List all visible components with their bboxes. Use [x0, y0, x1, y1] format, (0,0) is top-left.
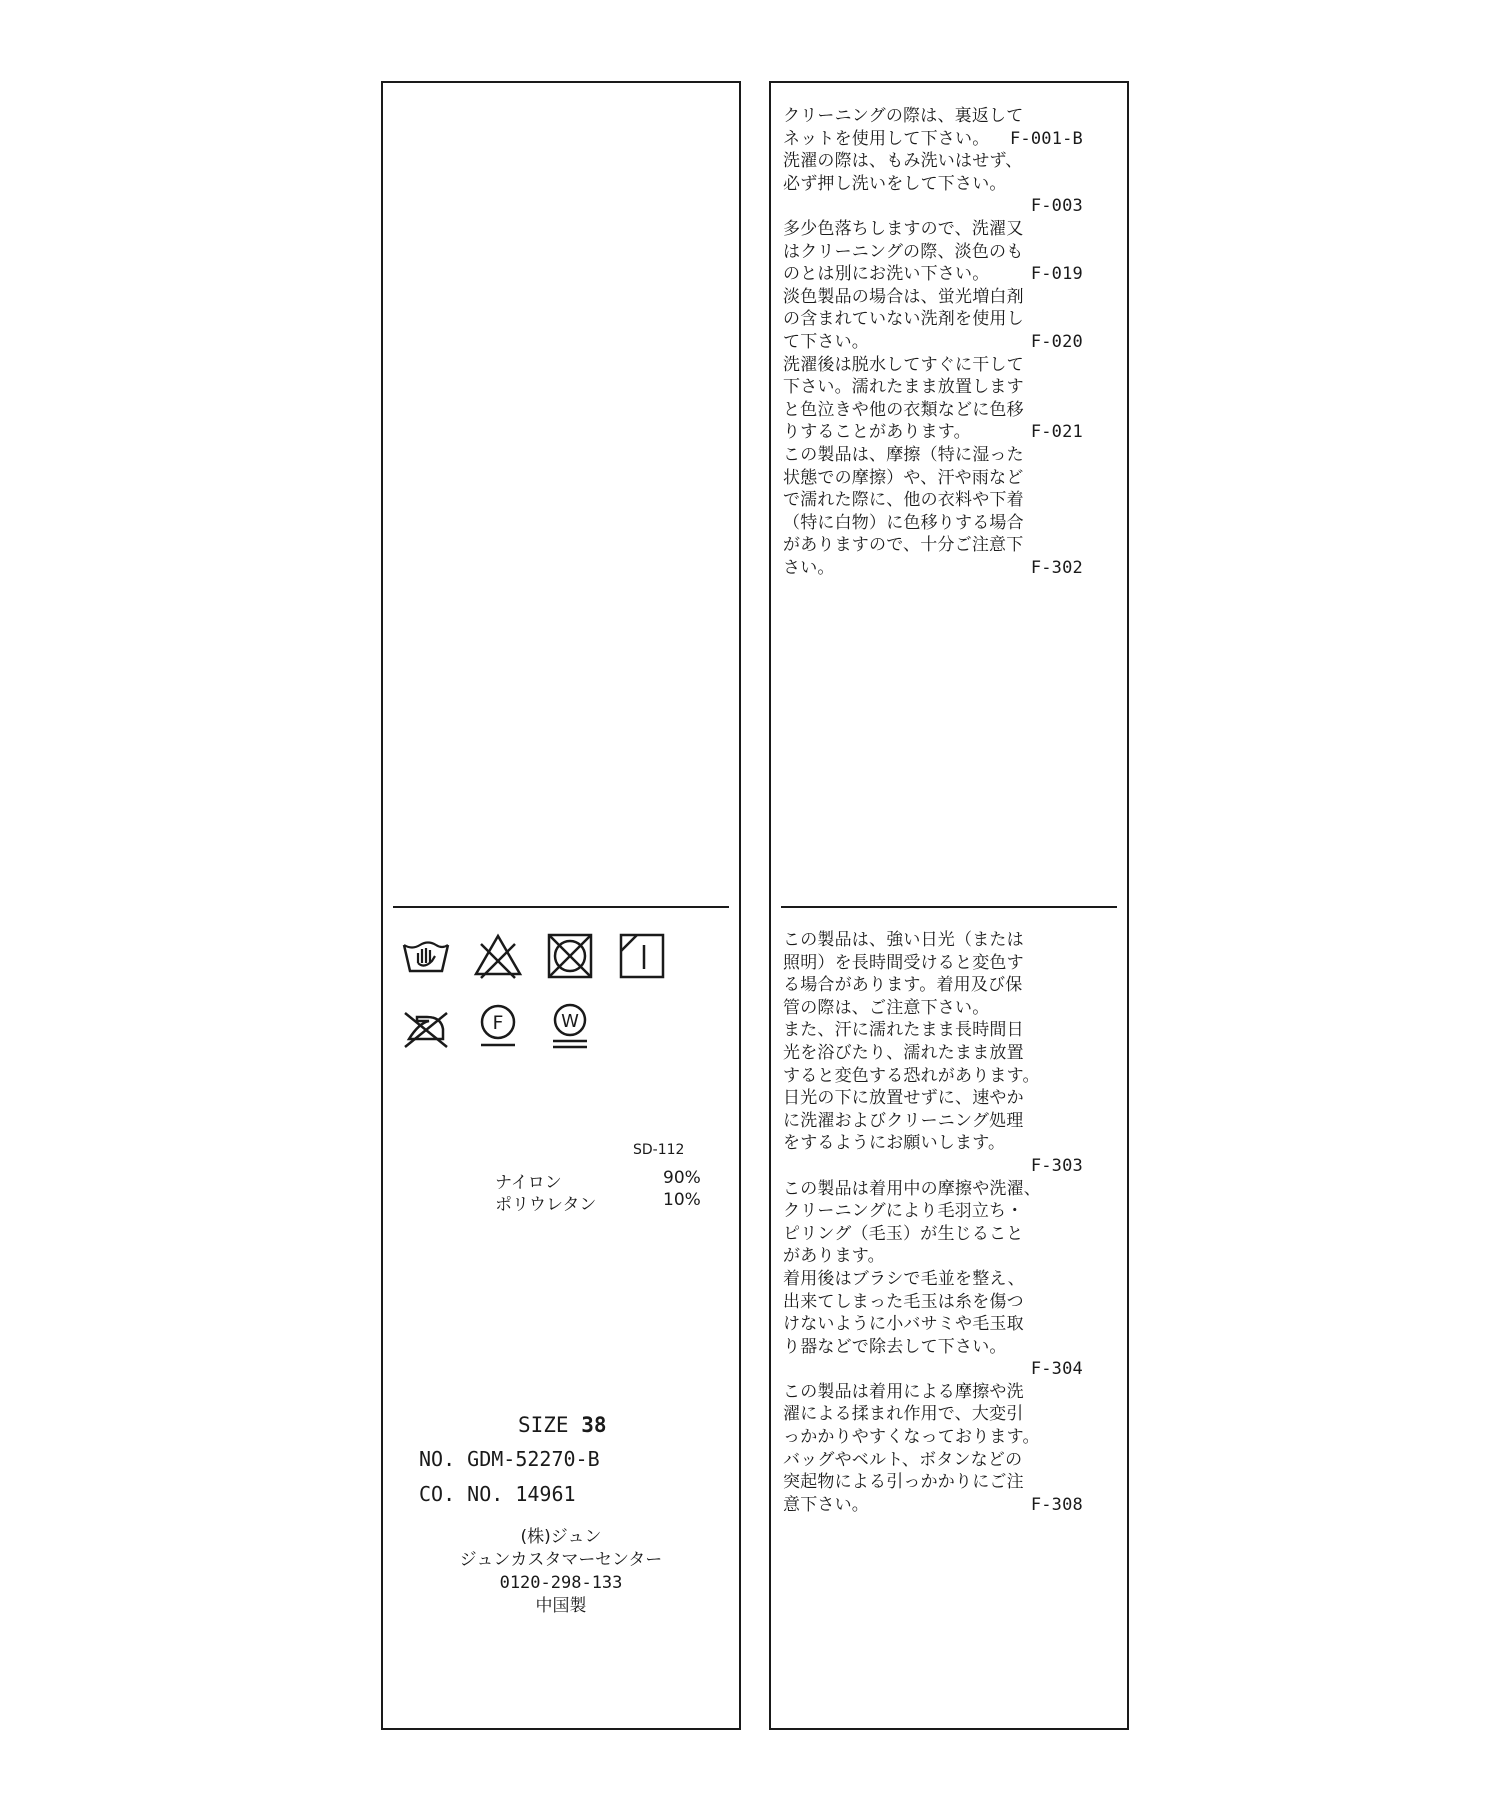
- care-line: をするようにお願いします。: [783, 1133, 1006, 1154]
- care-code: F-020: [1030, 331, 1083, 352]
- fiber-percent: 90%: [663, 1168, 701, 1188]
- care-line: この製品は、摩擦（特に湿った: [783, 444, 1024, 465]
- country-of-origin: 中国製: [535, 1596, 587, 1616]
- care-line: この製品は着用による摩擦や洗: [783, 1381, 1024, 1402]
- care-code: F-019: [1030, 264, 1083, 285]
- phone-number: 0120-298-133: [499, 1573, 623, 1593]
- care-line: 洗濯の際は、もみ洗いはせず、: [783, 151, 1023, 172]
- care-code: F-304: [1030, 1359, 1083, 1380]
- care-line: 淡色製品の場合は、蛍光増白剤: [783, 286, 1024, 307]
- care-line: で濡れた際に、他の衣料や下着: [783, 490, 1024, 511]
- care-line: があります。: [783, 1246, 885, 1267]
- care-line: この製品は、強い日光（または: [783, 930, 1024, 950]
- co-number: CO. NO. 14961: [419, 1482, 576, 1506]
- wet-clean-letter: W: [561, 1011, 579, 1032]
- care-line: 下さい。濡れたまま放置します: [783, 377, 1024, 398]
- care-line: ネットを使用して下さい。 F-001-B: [783, 128, 1083, 149]
- care-line: ピリング（毛玉）が生じること: [783, 1223, 1024, 1244]
- line-dry-shade-icon: [617, 931, 667, 981]
- care-line: て下さい。 F-020: [783, 331, 1083, 352]
- label-panel-right: [769, 81, 1129, 1730]
- care-line: に洗濯およびクリーニング処理: [783, 1110, 1024, 1131]
- no-bleach-icon: [473, 931, 523, 981]
- care-line: 状態での摩擦）や、汗や雨など: [783, 467, 1024, 488]
- customer-center: ジュンカスタマーセンター: [459, 1550, 663, 1570]
- care-line: 日光の下に放置せずに、速やか: [783, 1088, 1024, 1109]
- care-code: F-303: [1030, 1155, 1083, 1176]
- care-line: この製品は着用中の摩擦や洗濯、: [783, 1178, 1041, 1199]
- care-line: また、汗に濡れたまま長時間日: [783, 1020, 1024, 1041]
- hand-wash-icon: [401, 931, 451, 981]
- care-code: F-021: [1030, 422, 1083, 443]
- panel-divider: [393, 906, 729, 908]
- care-line: すると変色する恐れがあります。: [783, 1065, 1040, 1086]
- sd-code: SD-112: [633, 1142, 685, 1158]
- care-line: 管の際は、ご注意下さい。: [783, 997, 990, 1018]
- care-line: 意下さい。 F-308: [783, 1494, 1083, 1515]
- care-line: 濯による揉まれ作用で、大変引: [783, 1404, 1024, 1425]
- size-value: 38: [581, 1413, 607, 1437]
- care-line: がありますので、十分ご注意下: [783, 535, 1024, 556]
- care-code: F-308: [1030, 1494, 1083, 1515]
- care-line: さい。 F-302: [783, 557, 1083, 578]
- care-line: と色泣きや他の衣類などに色移: [783, 399, 1024, 420]
- care-symbols-row-2: [401, 1001, 595, 1051]
- care-line: 出来てしまった毛玉は糸を傷つ: [783, 1291, 1024, 1312]
- care-line: バッグやベルト、ボタンなどの: [783, 1449, 1023, 1470]
- company-info: [383, 1526, 739, 1618]
- care-line: っかかりやすくなっております。: [783, 1427, 1040, 1448]
- wet-clean-w-icon: [545, 1001, 595, 1051]
- care-line: 光を浴びたり、濡れたまま放置: [783, 1042, 1024, 1063]
- care-line: 洗濯後は脱水してすぐに干して: [783, 354, 1024, 375]
- style-number: NO. GDM-52270-B: [419, 1447, 600, 1471]
- care-instructions-top: [783, 105, 1083, 579]
- care-line: クリーニングの際は、裏返して: [783, 106, 1024, 126]
- care-instructions-bottom: [783, 929, 1083, 1516]
- company-name: (株)ジュン: [520, 1527, 602, 1547]
- care-line: 必ず押し洗いをして下さい。: [783, 173, 1007, 194]
- care-line: （特に白物）に色移りする場合: [783, 512, 1024, 533]
- care-line: る場合があります。着用及び保: [783, 975, 1023, 996]
- care-code: F-003: [1030, 196, 1083, 217]
- no-iron-icon: [401, 1001, 451, 1051]
- care-line: 照明）を長時間受けると変色す: [783, 952, 1024, 973]
- panel-divider: [781, 906, 1117, 908]
- dry-clean-letter: F: [492, 1012, 504, 1034]
- care-symbols-row-1: [401, 931, 667, 981]
- fiber-name: ポリウレタン: [495, 1195, 597, 1215]
- care-line: り器などで除去して下さい。: [783, 1336, 1007, 1357]
- care-line: クリーニングにより毛羽立ち・: [783, 1201, 1024, 1222]
- size-line: [518, 1413, 607, 1437]
- dry-clean-f-icon: [473, 1001, 523, 1051]
- care-line: のとは別にお洗い下さい。 F-019: [783, 264, 1083, 285]
- care-line: の含まれていない洗剤を使用し: [783, 309, 1024, 330]
- no-tumble-dry-icon: [545, 931, 595, 981]
- fiber-name: ナイロン: [495, 1173, 562, 1193]
- care-line: けないように小バサミや毛玉取: [783, 1314, 1024, 1335]
- care-line: 突起物による引っかかりにご注: [783, 1472, 1024, 1493]
- care-line: りすることがあります。 F-021: [783, 422, 1083, 443]
- label-panel-left: [381, 81, 741, 1730]
- care-line: はクリーニングの際、淡色のも: [783, 241, 1024, 262]
- care-code: F-302: [1030, 557, 1083, 578]
- care-line: 多少色落ちしますので、洗濯又: [783, 218, 1024, 239]
- fiber-percent: 10%: [663, 1190, 701, 1210]
- care-code: F-001-B: [1009, 128, 1083, 149]
- size-label: SIZE: [518, 1413, 569, 1437]
- care-line: 着用後はブラシで毛並を整え、: [783, 1268, 1025, 1289]
